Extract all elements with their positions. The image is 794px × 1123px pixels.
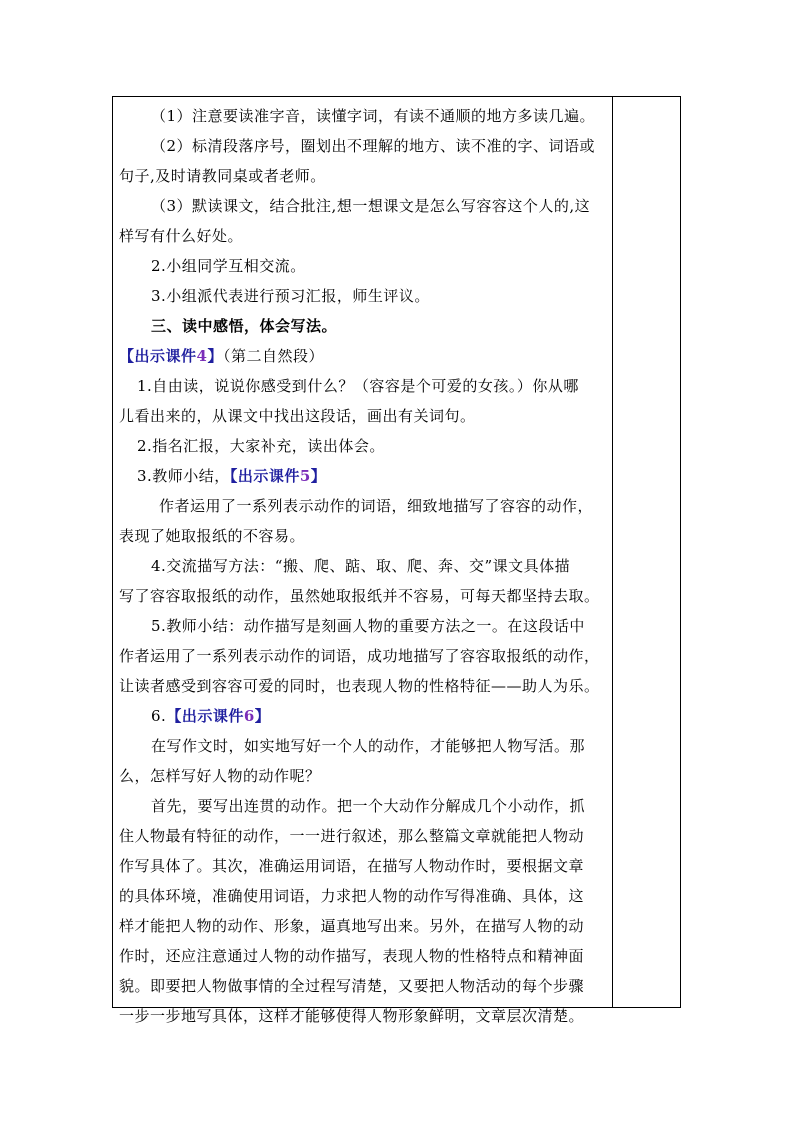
text-line: 3.小组派代表进行预习汇报，师生评议。 [151,287,430,305]
text-line: 作者运用了一系列表示动作的词语，细致地描写了容容的动作， [159,497,594,515]
text-line: 2.指名汇报，大家补充，读出体会。 [137,437,385,455]
text-line: （3）默读课文，结合批注,想一想课文是怎么写容容这个人的,这 [151,197,591,215]
courseware-tag [166,707,270,725]
text-line: 作者运用了一系列表示动作的词语，成功地描写了容容取报纸的动作， [119,647,600,665]
text-line: （2）标清段落序号，圈划出不理解的地方、读不准的字、词语或 [151,137,596,155]
courseware-tag [119,347,223,365]
text-line: 表现了她取报纸的不容易。 [119,527,306,545]
text-line: 句子,及时请教同桌或者老师。 [119,167,326,185]
text-line: 样才能把人物的动作、形象，逼真地写出来。另外，在描写人物的动 [119,917,585,935]
text-line [119,701,607,731]
courseware-tag-suffix: 】 [310,467,327,485]
text-line: 4.交流描写方法：“搬、爬、踮、取、爬、奔、交”课文具体描 [151,557,571,575]
text-line: 让读者感受到容容可爱的同时，也表现人物的性格特征——助人为乐。 [119,677,600,695]
text-line: 样写有什么好处。 [119,227,244,245]
text-line: 2.小组同学互相交流。 [151,257,306,275]
text-line: 在写作文时，如实地写好一个人的动作，才能够把人物写活。那 [151,737,586,755]
text-line [119,461,607,491]
text-line: 貌。即要把人物做事情的全过程写清楚，又要把人物活动的每个步骤 [119,977,585,995]
courseware-number: 4 [196,347,208,365]
courseware-tag-prefix: 【出示课件 [119,347,197,365]
line-lead-text: 3.教师小结， [137,467,230,485]
text-line: 写了容容取报纸的动作，虽然她取报纸并不容易，可每天都坚持去取。 [119,587,600,605]
text-line: 5.教师小结：动作描写是刻画人物的重要方法之一。在这段话中 [151,617,585,635]
text-line: （1）注意要读准字音，读懂字词，有读不通顺的地方多读几遍。 [151,107,596,125]
text-line: 一步一步地写具体，这样才能够使得人物形象鲜明，文章层次清楚。 [119,1007,585,1025]
courseware-tag-suffix: 】 [207,347,223,365]
lesson-table [112,96,681,1025]
text-line: 作写具体了。其次，准确运用词语，在描写人物动作时，要根据文章 [119,857,585,875]
text-line: 作时，还应注意通过人物的动作描写，表现人物的性格特点和精神面 [119,947,585,965]
line-lead-text: 6. [151,707,167,725]
text-line [119,341,607,371]
lesson-content-cell [119,101,607,1031]
text-line: 的具体环境，准确使用词语，力求把人物的动作写得准确、具体，这 [119,887,585,905]
line-rest-text: （第二自然段） [222,347,324,365]
courseware-number: 6 [243,707,255,725]
text-line: 儿看出来的，从课文中找出这段话，画出有关词句。 [119,407,476,425]
courseware-number: 5 [299,467,311,485]
courseware-tag [230,467,326,485]
courseware-tag-prefix: 【出示课件 [166,707,244,725]
courseware-tag-suffix: 】 [254,707,271,725]
text-line: 1.自由读，说说你感受到什么？（容容是个可爱的女孩。）你从哪 [137,377,579,395]
text-line: 三、读中感悟，体会写法。 [151,317,338,335]
courseware-tag-prefix: 【出示课件 [229,467,300,485]
column-divider [612,97,613,1007]
text-line: 么，怎样写好人物的动作呢？ [119,767,321,785]
text-line: 住人物最有特征的动作，一一进行叙述，那么整篇文章就能把人物动 [119,827,585,845]
text-line: 首先，要写出连贯的动作。把一个大动作分解成几个小动作，抓 [151,797,586,815]
